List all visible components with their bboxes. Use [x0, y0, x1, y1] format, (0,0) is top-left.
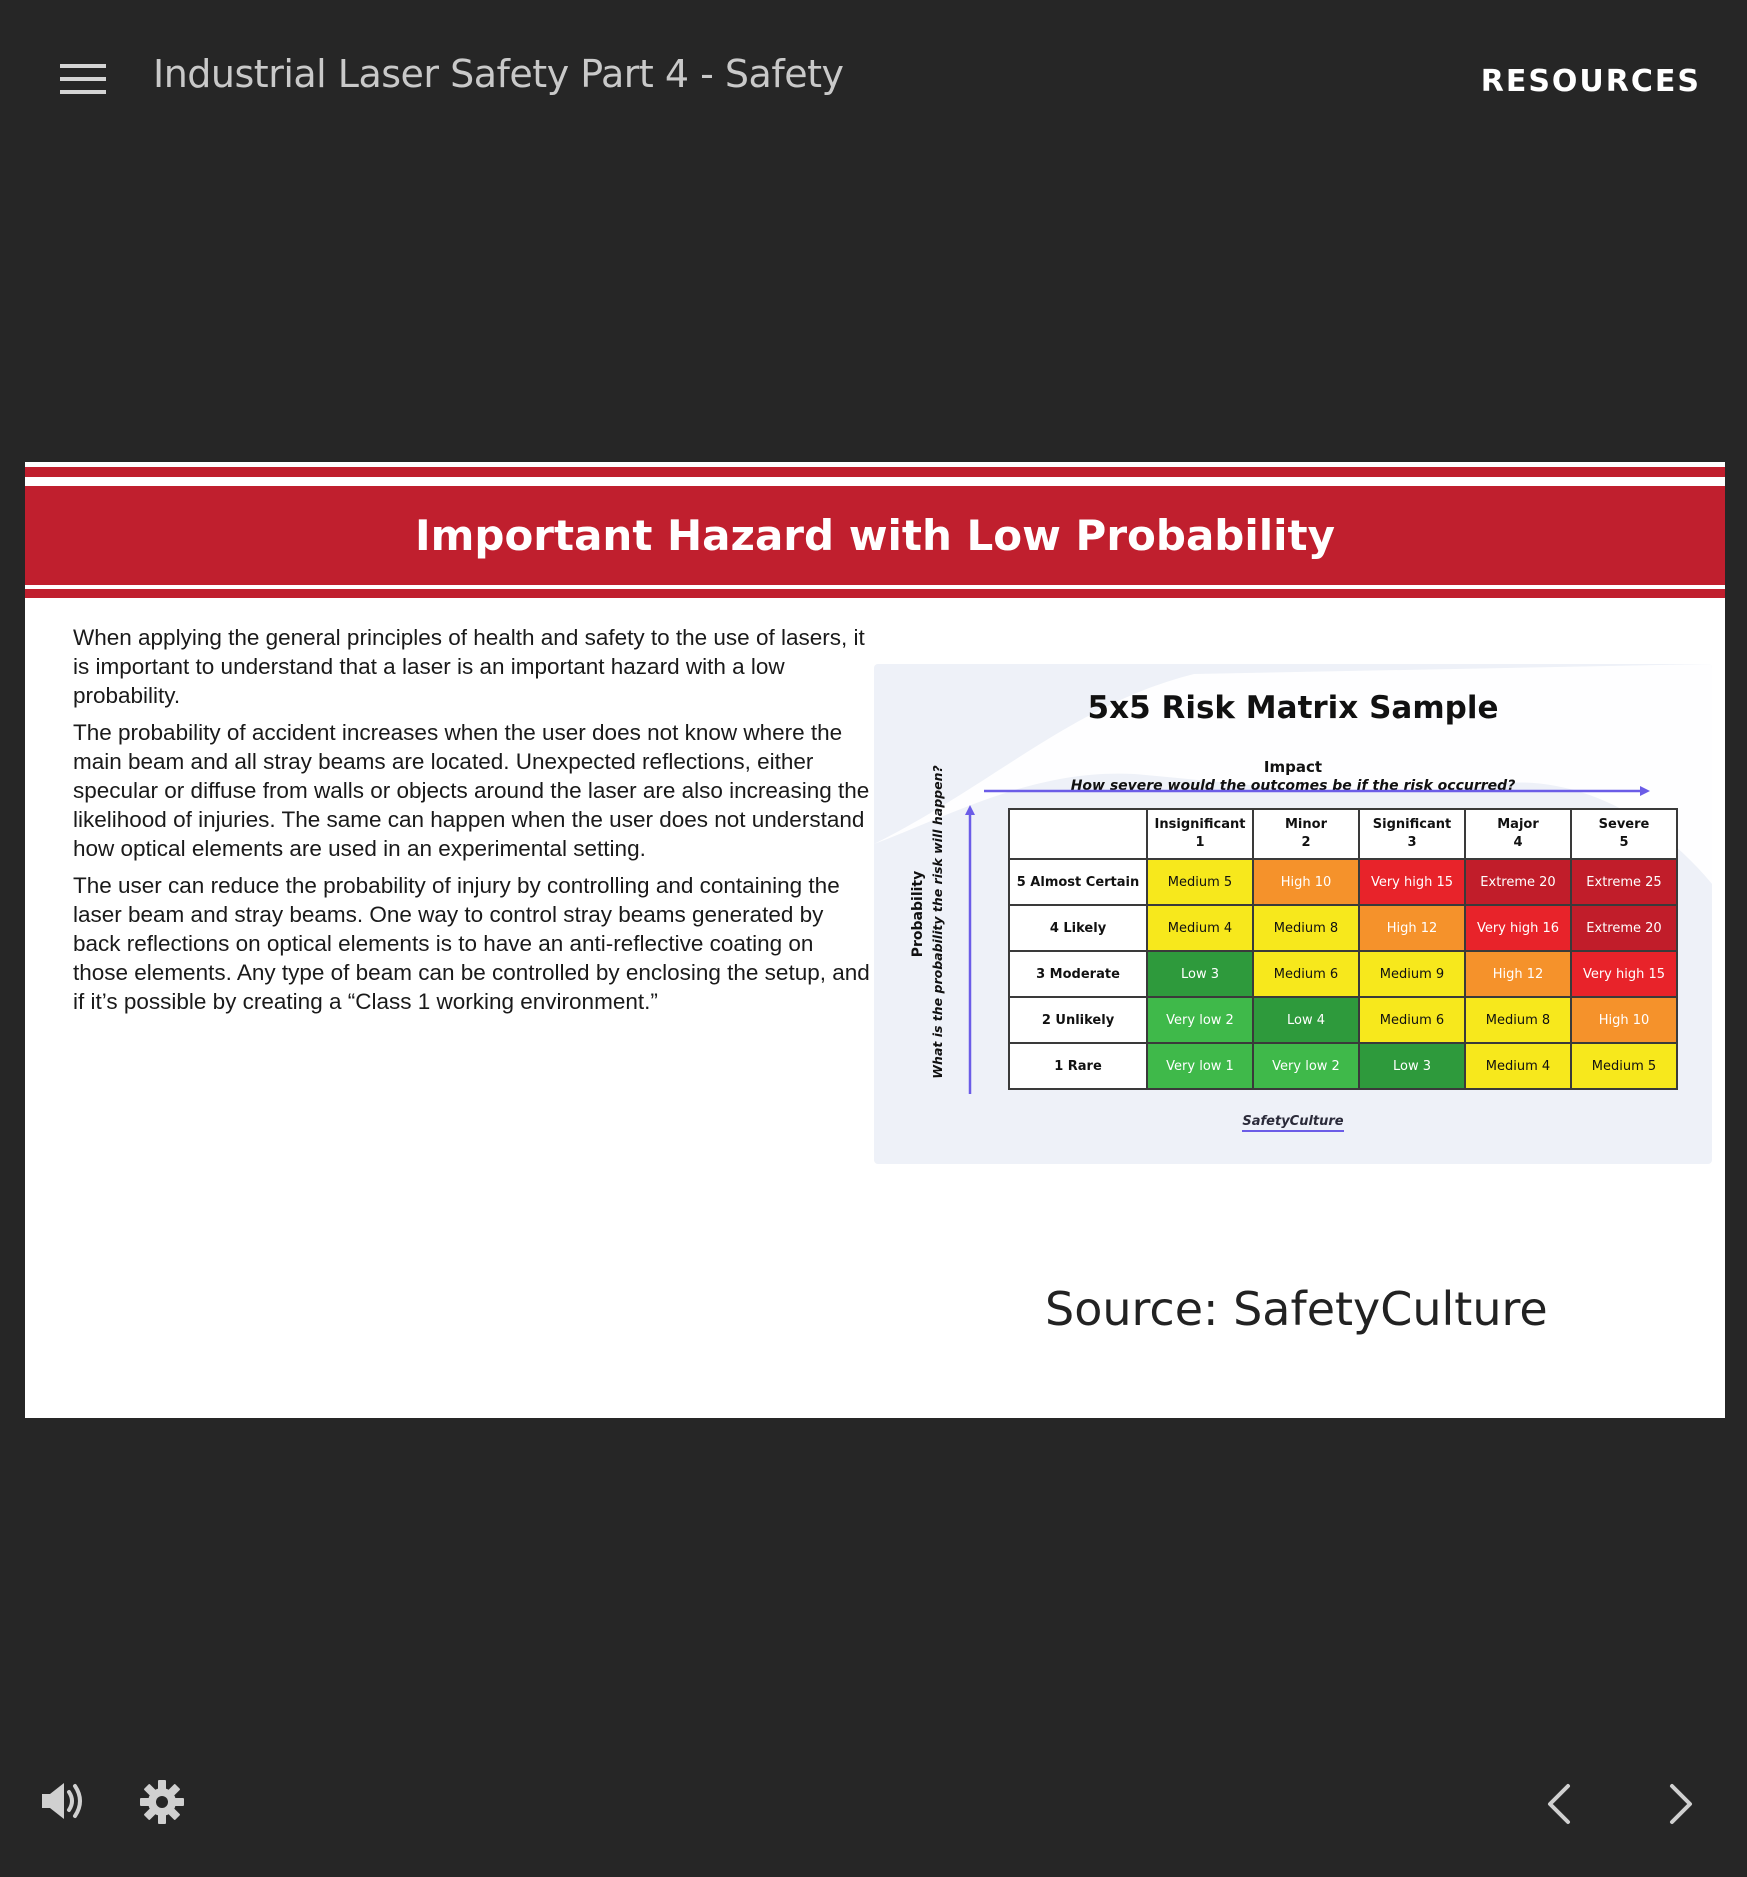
risk-cell: Medium 9 [1359, 951, 1465, 997]
row-header: 4 Likely [1009, 905, 1147, 951]
source-caption: Source: SafetyCulture [1045, 1282, 1548, 1336]
table-row [1009, 859, 1677, 905]
table-row [1009, 997, 1677, 1043]
table-row [1009, 905, 1677, 951]
column-header: Significant 3 [1359, 809, 1465, 859]
risk-cell: Medium 4 [1465, 1043, 1571, 1089]
slide-content [25, 462, 1725, 1418]
column-header: Minor 2 [1253, 809, 1359, 859]
risk-cell: Medium 8 [1253, 905, 1359, 951]
risk-cell: Medium 6 [1359, 997, 1465, 1043]
hamburger-menu-icon[interactable] [60, 64, 108, 100]
risk-cell: Low 4 [1253, 997, 1359, 1043]
column-header: Insignificant 1 [1147, 809, 1253, 859]
resources-button[interactable]: RESOURCES [1480, 64, 1701, 99]
risk-cell: Extreme 20 [1465, 859, 1571, 905]
chevron-left-icon[interactable] [1540, 1782, 1580, 1831]
risk-cell: High 10 [1253, 859, 1359, 905]
risk-cell: High 12 [1359, 905, 1465, 951]
impact-label: Impact [1263, 758, 1323, 776]
row-header: 2 Unlikely [1009, 997, 1147, 1043]
paragraph: The user can reduce the probability of injury by controlling and containing the laser beam and stray beams. One way to control stray beams generated by back reflections on optical elements is to have an anti-reflective coating on those elements. Any type of beam can be controlled by enclosing the setup, and if it’s possible by creating a “Class 1 working environment.” [73, 873, 870, 1014]
safetyculture-logo: SafetyCulture [874, 1114, 1712, 1129]
column-header: Major 4 [1465, 809, 1571, 859]
volume-icon[interactable] [40, 1780, 86, 1827]
risk-cell: Very high 15 [1571, 951, 1677, 997]
row-header: 5 Almost Certain [1009, 859, 1147, 905]
risk-cell: Medium 4 [1147, 905, 1253, 951]
risk-cell: Very low 1 [1147, 1043, 1253, 1089]
column-header: Severe 5 [1571, 809, 1677, 859]
risk-cell: Very high 16 [1465, 905, 1571, 951]
body-text [73, 624, 873, 1025]
probability-label: Probability [910, 870, 926, 958]
bottom-bar [0, 1760, 1747, 1877]
risk-cell: Medium 6 [1253, 951, 1359, 997]
gear-icon[interactable] [140, 1780, 184, 1829]
risk-cell: Extreme 25 [1571, 859, 1677, 905]
risk-cell: Extreme 20 [1571, 905, 1677, 951]
chevron-right-icon[interactable] [1660, 1782, 1700, 1831]
risk-cell: Low 3 [1359, 1043, 1465, 1089]
risk-cell: Low 3 [1147, 951, 1253, 997]
risk-cell: Medium 8 [1465, 997, 1571, 1043]
slide-title: Important Hazard with Low Probability [414, 511, 1336, 560]
matrix-title: 5x5 Risk Matrix Sample [1087, 690, 1499, 726]
risk-cell: Very low 2 [1253, 1043, 1359, 1089]
row-header: 3 Moderate [1009, 951, 1147, 997]
risk-cell: Very high 15 [1359, 859, 1465, 905]
probability-question: What is the probability the risk will happen? [930, 765, 945, 1079]
risk-matrix-image [874, 664, 1712, 1164]
paragraph: The probability of accident increases when the user does not know where the main beam and all stray beams are located. Unexpected reflections, either specular or diffuse from walls or objects around the laser are also increasing the likelihood of injuries. The same can happen when the user does not understand how optical elements are used in an experimental setting. [73, 720, 870, 861]
risk-cell: High 12 [1465, 951, 1571, 997]
paragraph: When applying the general principles of health and safety to the use of lasers, it is important to understand that a laser is an important hazard with a low probability. [73, 625, 865, 708]
risk-cell: High 10 [1571, 997, 1677, 1043]
impact-question: How severe would the outcomes be if the risk occurred? [1070, 778, 1516, 794]
table-row [1009, 951, 1677, 997]
risk-cell: Medium 5 [1147, 859, 1253, 905]
top-bar [0, 0, 1747, 170]
row-header: 1 Rare [1009, 1043, 1147, 1089]
table-corner [1009, 809, 1147, 859]
course-title: Industrial Laser Safety Part 4 - Safety [153, 52, 844, 96]
title-banner [25, 462, 1725, 598]
risk-cell: Very low 2 [1147, 997, 1253, 1043]
table-row [1009, 1043, 1677, 1089]
risk-matrix-table [1008, 808, 1678, 1090]
risk-cell: Medium 5 [1571, 1043, 1677, 1089]
